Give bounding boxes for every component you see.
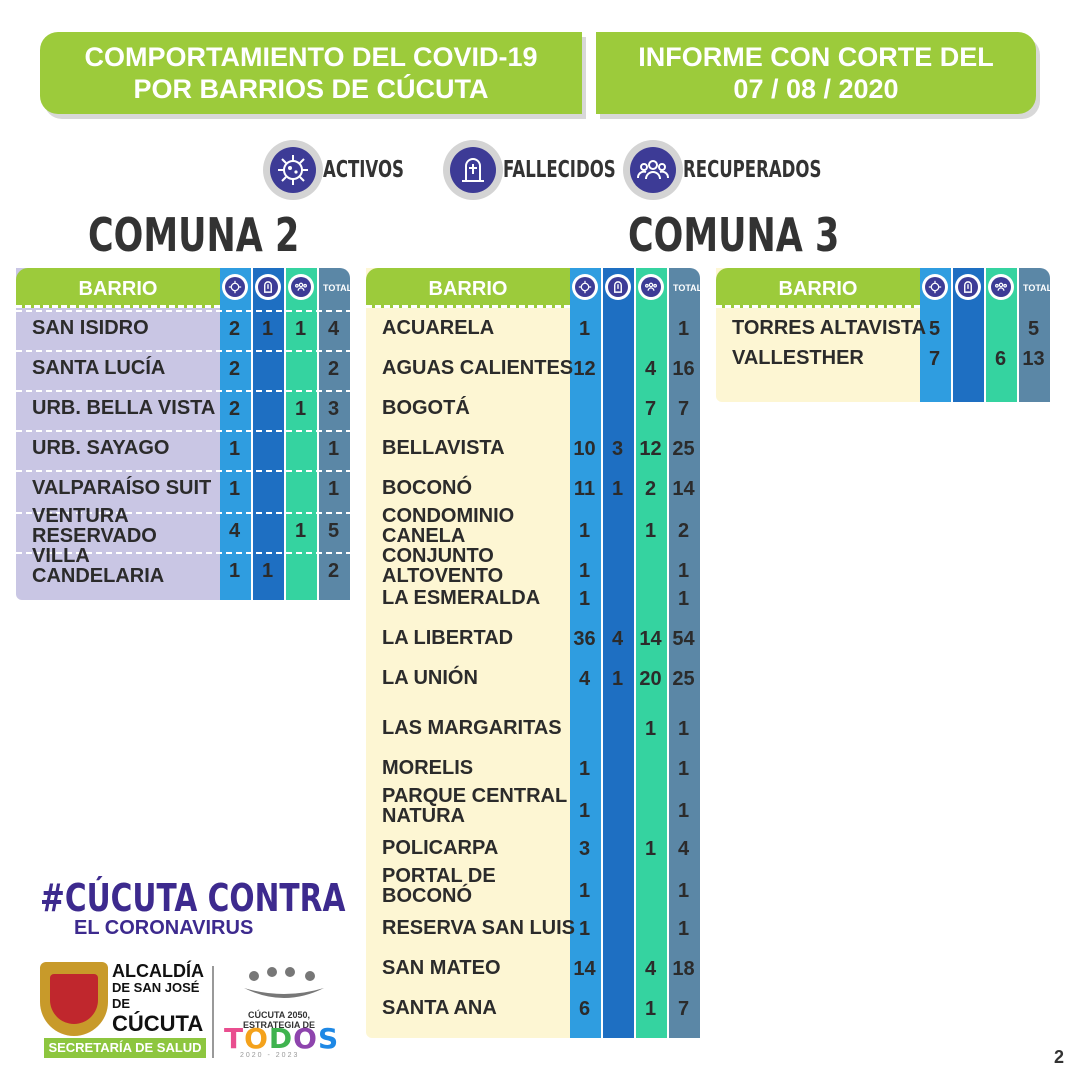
cell-total: 25 — [672, 668, 695, 690]
legend-label-recuperados: RECUPERADOS — [683, 157, 822, 183]
cell-activos: 7 — [928, 348, 941, 370]
cell-fallecidos: 1 — [611, 478, 624, 500]
barrio-name: VILLA CANDELARIA — [32, 545, 165, 587]
barrio-name: VALLESTHER — [732, 347, 864, 369]
barrio-name: PARQUE CENTRAL NATURA — [382, 785, 568, 827]
cell-activos: 10 — [573, 438, 596, 460]
barrio-name: LA LIBERTAD — [382, 627, 514, 649]
row-divider — [16, 350, 352, 352]
header-tombstone-icon — [955, 274, 981, 300]
cell-total: 1 — [677, 758, 690, 780]
strategy-years: 2020 - 2023 — [240, 1052, 300, 1059]
comuna-3-title: COMUNA 3 — [628, 208, 840, 262]
legend-label-activos: ACTIVOS — [323, 157, 404, 183]
cell-activos: 3 — [578, 838, 591, 860]
cell-recuperados: 1 — [294, 398, 307, 420]
cell-activos: 5 — [928, 318, 941, 340]
cell-fallecidos: 1 — [261, 318, 274, 340]
cell-activos: 14 — [573, 958, 596, 980]
cell-total: 54 — [672, 628, 695, 650]
header-total: TOTAL — [323, 283, 353, 293]
row-divider — [16, 390, 352, 392]
title-banner — [40, 32, 582, 114]
cell-total: 5 — [1027, 318, 1040, 340]
row-divider — [16, 470, 352, 472]
cell-fallecidos: 3 — [611, 438, 624, 460]
title-line-2: POR BARRIOS DE CÚCUTA — [133, 74, 489, 104]
cell-recuperados: 1 — [644, 998, 657, 1020]
virus-icon — [270, 147, 316, 193]
header-virus-icon — [222, 274, 248, 300]
barrio-name: MORELIS — [382, 757, 474, 779]
barrio-name: POLICARPA — [382, 837, 499, 859]
page-number: 2 — [1053, 1047, 1064, 1067]
hashtag-logo — [40, 878, 432, 938]
alcaldia-line-3: CÚCUTA — [112, 1011, 204, 1036]
cell-total: 5 — [327, 520, 340, 542]
cell-recuperados: 2 — [644, 478, 657, 500]
fallecidos-column — [603, 268, 634, 1038]
cell-activos: 1 — [578, 918, 591, 940]
strategy-word — [224, 1022, 339, 1055]
comuna-2-title: COMUNA 2 — [88, 208, 300, 262]
header-virus-icon — [572, 274, 598, 300]
barrio-name: SANTA LUCÍA — [32, 357, 166, 379]
cell-total: 4 — [677, 838, 690, 860]
people-logo-icon — [240, 966, 328, 1006]
cell-total: 1 — [677, 588, 690, 610]
cell-activos: 4 — [228, 520, 241, 542]
cell-total: 14 — [672, 478, 695, 500]
barrio-name: SAN MATEO — [382, 957, 501, 979]
cell-total: 2 — [677, 520, 690, 542]
cell-fallecidos: 4 — [611, 628, 624, 650]
cell-total: 4 — [327, 318, 340, 340]
header-people-icon — [288, 274, 314, 300]
comuna-3-table-extra — [716, 268, 1052, 402]
header-virus-icon — [922, 274, 948, 300]
header-people-icon — [988, 274, 1014, 300]
cell-recuperados: 7 — [644, 398, 657, 420]
cell-recuperados: 4 — [644, 358, 657, 380]
strategy-caption: CÚCUTA 2050, ESTRATEGIA DE — [242, 1010, 315, 1030]
cell-recuperados: 6 — [994, 348, 1007, 370]
cell-total: 13 — [1022, 348, 1045, 370]
barrio-name: LA ESMERALDA — [382, 587, 541, 609]
cell-activos: 1 — [578, 800, 591, 822]
cell-total: 25 — [672, 438, 695, 460]
cell-total: 2 — [327, 560, 340, 582]
tombstone-icon — [450, 147, 496, 193]
header-tombstone-icon — [255, 274, 281, 300]
cell-recuperados: 1 — [644, 838, 657, 860]
cell-total: 1 — [677, 918, 690, 940]
cell-activos: 2 — [228, 318, 241, 340]
cell-total: 2 — [327, 358, 340, 380]
cell-activos: 1 — [228, 438, 241, 460]
cell-activos: 36 — [573, 628, 596, 650]
barrio-name: PORTAL DE BOCONÓ — [382, 865, 496, 907]
cell-total: 16 — [672, 358, 695, 380]
cell-activos: 12 — [573, 358, 596, 380]
strategy-word-text: TODOS — [224, 1022, 340, 1055]
cell-total: 1 — [677, 718, 690, 740]
cell-activos: 1 — [228, 560, 241, 582]
row-divider — [16, 310, 352, 312]
alcaldia-logo-text — [112, 962, 204, 1036]
legend-item-activos — [263, 140, 435, 200]
cell-total: 1 — [677, 560, 690, 582]
report-line-1: INFORME CON CORTE DEL — [638, 42, 994, 72]
barrio-name: BELLAVISTA — [382, 437, 505, 459]
barrio-name: BOCONÓ — [382, 477, 472, 499]
logo-divider — [212, 966, 214, 1058]
barrio-name: VENTURA RESERVADO — [32, 505, 157, 547]
barrio-name: AGUAS CALIENTES — [382, 357, 574, 379]
legend-item-fallecidos — [443, 140, 615, 200]
barrio-name: CONDOMINIO CANELA — [382, 505, 515, 547]
barrio-name: URB. BELLA VISTA — [32, 397, 216, 419]
coat-of-arms-icon — [40, 962, 108, 1036]
cell-activos: 1 — [578, 880, 591, 902]
cell-activos: 1 — [578, 588, 591, 610]
header-barrio: BARRIO — [428, 278, 508, 300]
report-date: 07 / 08 / 2020 — [733, 74, 899, 104]
cell-activos: 6 — [578, 998, 591, 1020]
header-tombstone-icon — [605, 274, 631, 300]
secretaria-label: SECRETARÍA DE SALUD — [44, 1038, 206, 1058]
cell-activos: 1 — [578, 560, 591, 582]
row-divider — [16, 430, 352, 432]
report-date-banner — [596, 32, 1036, 114]
header-barrio: BARRIO — [778, 278, 858, 300]
barrio-name: SAN ISIDRO — [32, 317, 149, 339]
alcaldia-line-2: DE SAN JOSÉ DE — [112, 980, 200, 1011]
barrio-name: ACUARELA — [382, 317, 495, 339]
cell-total: 1 — [677, 800, 690, 822]
cell-recuperados: 1 — [294, 520, 307, 542]
title-line-1: COMPORTAMIENTO DEL COVID-19 — [84, 42, 538, 72]
cell-recuperados: 4 — [644, 958, 657, 980]
legend-label-fallecidos: FALLECIDOS — [503, 157, 616, 183]
header-total: TOTAL — [673, 283, 703, 293]
hashtag-line-1: #CÚCUTA CONTRA — [40, 876, 346, 920]
cell-activos: 4 — [578, 668, 591, 690]
legend-item-recuperados — [623, 140, 822, 200]
cell-total: 1 — [327, 478, 340, 500]
header-people-icon — [638, 274, 664, 300]
cell-activos: 1 — [578, 758, 591, 780]
barrio-name: TORRES ALTAVISTA — [732, 317, 927, 339]
cell-activos: 1 — [578, 318, 591, 340]
legend — [263, 140, 822, 200]
people-icon — [630, 147, 676, 193]
recuperados-column — [636, 268, 667, 1038]
header-barrio: BARRIO — [78, 278, 158, 300]
cell-total: 18 — [672, 958, 695, 980]
cell-recuperados: 20 — [639, 668, 662, 690]
barrio-name: SANTA ANA — [382, 997, 497, 1019]
alcaldia-line-1: ALCALDÍA — [112, 961, 204, 981]
comuna-2-table — [16, 268, 352, 600]
cell-total: 3 — [327, 398, 340, 420]
cell-activos: 2 — [228, 358, 241, 380]
barrio-name: VALPARAÍSO SUIT — [32, 477, 212, 499]
header-total: TOTAL — [1023, 283, 1053, 293]
cell-recuperados: 14 — [639, 628, 662, 650]
cell-total: 1 — [677, 318, 690, 340]
barrio-name: CONJUNTO ALTOVENTO — [382, 545, 504, 587]
cell-fallecidos: 1 — [261, 560, 274, 582]
hashtag-line-2: EL CORONAVIRUS — [74, 917, 254, 939]
cell-total: 1 — [327, 438, 340, 460]
cell-total: 7 — [677, 398, 690, 420]
cell-total: 1 — [677, 880, 690, 902]
barrio-name: RESERVA SAN LUIS — [382, 917, 575, 939]
cell-activos: 1 — [228, 478, 241, 500]
cell-recuperados: 1 — [294, 318, 307, 340]
cell-recuperados: 12 — [639, 438, 662, 460]
barrio-name: BOGOTÁ — [382, 397, 470, 419]
barrio-name: LA UNIÓN — [382, 667, 478, 689]
cell-activos: 11 — [573, 478, 596, 500]
cell-recuperados: 1 — [644, 520, 657, 542]
cell-fallecidos: 1 — [611, 668, 624, 690]
cell-total: 7 — [677, 998, 690, 1020]
cell-activos: 2 — [228, 398, 241, 420]
barrio-name: LAS MARGARITAS — [382, 717, 562, 739]
cell-activos: 1 — [578, 520, 591, 542]
cell-recuperados: 1 — [644, 718, 657, 740]
barrio-name: URB. SAYAGO — [32, 437, 170, 459]
